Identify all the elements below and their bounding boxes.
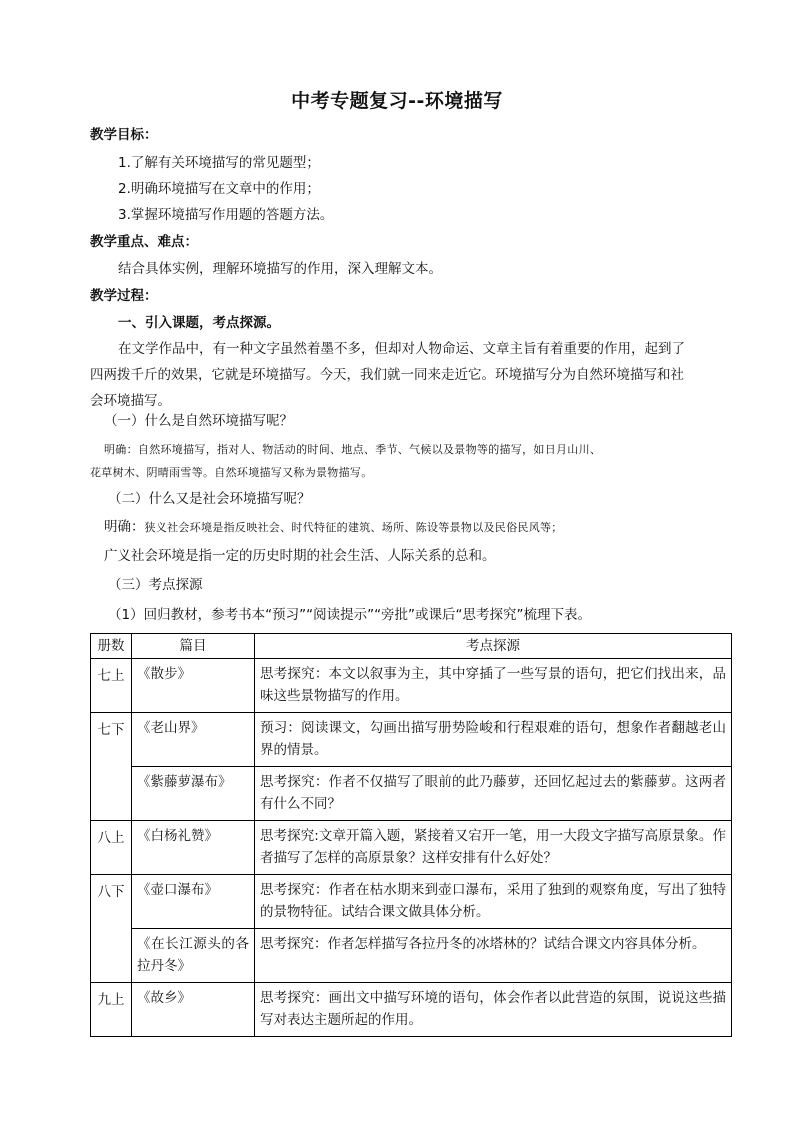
focus-heading: 教学重点、难点： <box>90 234 198 250</box>
cell-title: 《老山界》 <box>132 713 255 767</box>
exam-source-table <box>90 633 732 1037</box>
exam-source-instruction: （1）回归教材，参考书本“预习”“阅读提示”“旁批”或课后“思考探究”梳理下表。 <box>108 607 592 623</box>
cell-title: 《白杨礼赞》 <box>132 821 255 875</box>
answer-social-narrow <box>104 518 563 537</box>
cell-content: 思考探究：画出文中描写环境的语句，体会作者以此营造的氛围，说说这些描写对表达主题所起的作用。 <box>255 983 732 1037</box>
cell-volume: 七下 <box>91 713 132 821</box>
cell-volume: 八下 <box>91 875 132 983</box>
step1-heading: 一、引入课题，考点探源。 <box>118 315 280 331</box>
goal-item-1: 1.了解有关环境描写的常见题型； <box>118 155 320 171</box>
table-row <box>91 983 732 1037</box>
cell-content: 思考探究：作者在枯水期来到壶口瀑布，采用了独到的观察角度，写出了独特的景物特征。试结合课文做具体分析。 <box>255 875 732 929</box>
table-row <box>91 929 732 983</box>
table-row <box>91 767 732 821</box>
intro-line-1: 在文学作品中，有一种文字虽然着墨不多，但却对人物命运、文章主旨有着重要的作用，起到了 <box>118 341 685 357</box>
table-header-row <box>91 634 732 659</box>
cell-title: 《故乡》 <box>132 983 255 1037</box>
cell-volume: 七上 <box>91 659 132 713</box>
intro-line-3: 会环境描写。 <box>90 393 171 409</box>
page-title: 中考专题复习--环境描写 <box>291 90 503 112</box>
table-row <box>91 821 732 875</box>
answer-prefix: 明确： <box>104 519 145 535</box>
cell-title: 《在长江源头的各拉丹冬》 <box>132 929 255 983</box>
table-row <box>91 659 732 713</box>
table-row <box>91 875 732 929</box>
cell-content: 思考探究：作者不仅描写了眼前的此乃藤萝，还回忆起过去的紫藤萝。这两者有什么不同？ <box>255 767 732 821</box>
answer-social-broad: 广义社会环境是指一定的历史时期的社会生活、人际关系的总和。 <box>104 548 496 564</box>
focus-text: 结合具体实例，理解环境描写的作用，深入理解文本。 <box>118 261 442 277</box>
goal-item-3: 3.掌握环境描写作用题的答题方法。 <box>118 207 334 223</box>
goals-heading: 教学目标： <box>90 127 158 143</box>
cell-content: 思考探究：本文以叙事为主，其中穿插了一些写景的语句，把它们找出来，品味这些景物描写的作用。 <box>255 659 732 713</box>
cell-content: 思考探究:文章开篇入题，紧接着又宕开一笔，用一大段文字描写高原景象。作者描写了怎样的高原景象？这样安排有什么好处？ <box>255 821 732 875</box>
cell-title: 《紫藤萝瀑布》 <box>132 767 255 821</box>
header-title: 篇目 <box>132 634 255 659</box>
intro-line-2: 四两拨千斤的效果，它就是环境描写。今天，我们就一同来走近它。环境描写分为自然环境描写和社 <box>90 367 684 383</box>
goal-item-2: 2.明确环境描写在文章中的作用； <box>118 181 320 197</box>
answer-social-narrow-text: 狭义社会环境是指反映社会、时代特征的建筑、场所、陈设等景物以及民俗民风等； <box>144 521 563 534</box>
process-heading: 教学过程： <box>90 288 158 304</box>
cell-volume: 九上 <box>91 983 132 1037</box>
cell-volume: 八上 <box>91 821 132 875</box>
answer-natural-1: 明确：自然环境描写，指对人、物活动的时间、地点、季节、气候以及景物等的描写，如日月山川、 <box>104 443 602 456</box>
cell-title: 《散步》 <box>132 659 255 713</box>
answer-natural-2: 花草树木、阴晴雨雪等。自然环境描写又称为景物描写。 <box>90 466 373 479</box>
header-source: 考点探源 <box>255 634 732 659</box>
cell-title: 《壶口瀑布》 <box>132 875 255 929</box>
cell-content: 思考探究：作者怎样描写各拉丹冬的冰塔林的？试结合课文内容具体分析。 <box>255 929 732 983</box>
question-social: （二）什么又是社会环境描写呢？ <box>108 491 311 507</box>
section-exam-source: （三）考点探源 <box>108 577 203 593</box>
header-volume: 册数 <box>91 634 132 659</box>
question-natural: （一）什么是自然环境描写呢？ <box>104 413 293 429</box>
table-row <box>91 713 732 767</box>
cell-content: 预习：阅读课文，勾画出描写册势险峻和行程艰难的语句，想象作者翻越老山界的情景。 <box>255 713 732 767</box>
